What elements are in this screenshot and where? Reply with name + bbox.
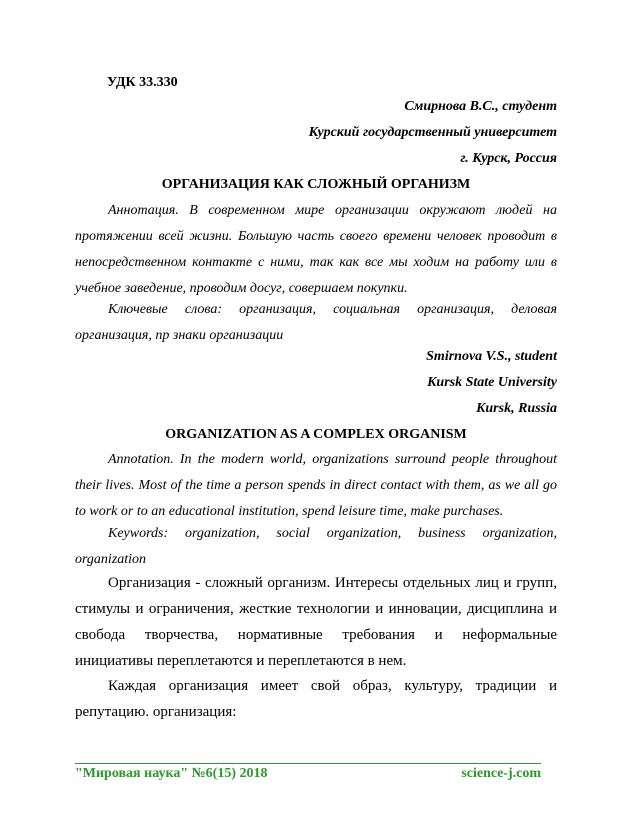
ru-keywords: Ключевые слова: организация, социальная организация, деловая организация, пр знаки организации bbox=[75, 302, 557, 343]
en-annotation: Annotation. In the modern world, organizations surround people throughout their lives. Most of the time a person spends in direct contact with them, as we all go to work or to an educational institution, spend leisure time, make purchases. bbox=[75, 452, 557, 519]
ru-author-city: г. Курск, Россия bbox=[460, 151, 557, 166]
en-author-city: Kursk, Russia bbox=[476, 401, 557, 416]
ru-annotation: Аннотация. В современном мире организации окружают людей на протяжении всей жизни. Большую часть своего времени человек проводит в непосредственном контакте с ними, так как все мы ходим на работу или в учебное заведение, проводим досуг, совершаем покупки. bbox=[75, 203, 557, 296]
ru-title: ОРГАНИЗАЦИЯ КАК СЛОЖНЫЙ ОРГАНИЗМ bbox=[161, 177, 471, 192]
en-title: ORGANIZATION AS A COMPLEX ORGANISM bbox=[165, 427, 467, 442]
body-paragraph-2: Каждая организация имеет свой образ, культуру, традиции и репутацию. организация: bbox=[75, 678, 557, 720]
ru-author-name: Смирнова В.С., студент bbox=[404, 99, 557, 114]
en-keywords: Keywords: organization, social organization, business organization, organization bbox=[75, 526, 557, 567]
en-author-name: Smirnova V.S., student bbox=[426, 349, 557, 364]
footer-site-link[interactable]: science-j.com bbox=[461, 766, 541, 781]
en-author-university: Kursk State University bbox=[427, 375, 557, 390]
udk-code: УДК 33.330 bbox=[107, 75, 178, 90]
body-paragraph-1: Организация - сложный организм. Интересы отдельных лиц и групп, стимулы и ограничения, жесткие технологии и инновации, дисциплина и свобода творчества, нормативные требования и неформальные инициативы переплетаются и переплетаются в нем. bbox=[75, 575, 557, 669]
ru-author-university: Курский государственный университет bbox=[308, 125, 557, 140]
footer-journal: "Мировая наука" №6(15) 2018 bbox=[75, 766, 268, 781]
footer-divider bbox=[75, 763, 541, 764]
